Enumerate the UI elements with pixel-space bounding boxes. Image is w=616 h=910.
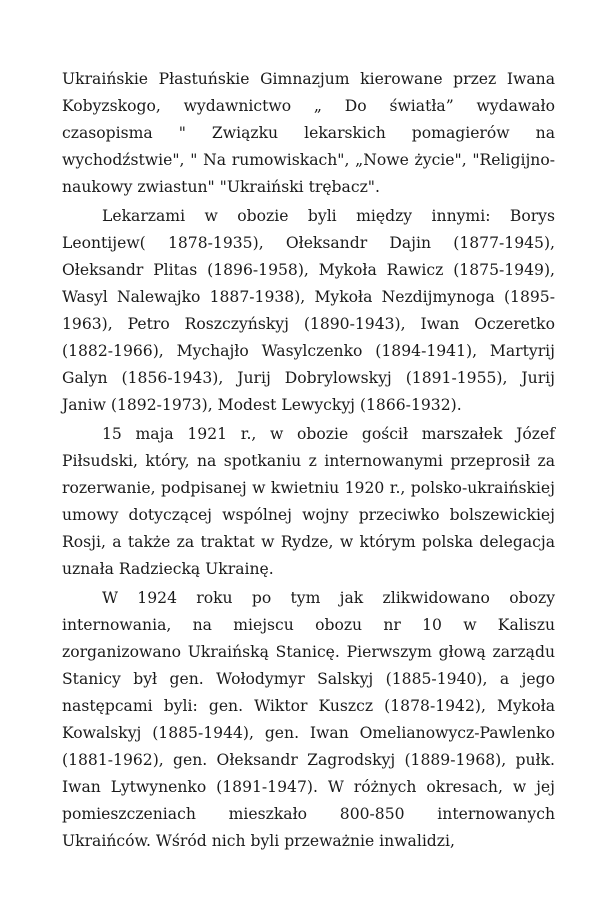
paragraph-gymnasium-publications: Ukraińskie Płastuńskie Gimnazjum kierowane przez Iwana Kobyzskogo, wydawnictwo „ Do światła” wydawało czasopisma " Związku lekarskich pomagierów na wychodźstwie", " Na rumowiskach", „Nowe życie", "Religijno-naukowy zwiastun" "Ukraiński trębacz". — [62, 70, 555, 196]
paragraph-ukrainian-stanica: W 1924 roku po tym jak zlikwidowano obozy internowania, na miejscu obozu nr 10 w Kaliszu zorganizowano Ukraińską Stanicę. Pierwszym głową zarządu Stanicy był gen. Wołodymyr Salskyj (1885-1940), a jego następcami byli: gen. Wiktor Kuszcz (1878-1942), Mykoła Kowalskyj (1885-1944), gen. Iwan Omelianowycz-Pawlenko (1881-1962), gen. Ołeksandr Zagrodskyj (1889-1968), pułk. Iwan Lytwynenko (1891-1947). W różnych okresach, w jej pomieszczeniach mieszkało 800-850 internowanych Ukraińców. Wśród nich byli przeważnie inwalidzi, — [62, 589, 555, 850]
document-body — [62, 66, 555, 857]
paragraph-pilsudski-visit: 15 maja 1921 r., w obozie gościł marszałek Józef Piłsudski, który, na spotkaniu z internowanymi przeprosił za rozerwanie, podpisanej w kwietniu 1920 r., polsko-ukraińskiej umowy dotyczącej wspólnej wojny przeciwko bolszewickiej Rosji, a także za traktat w Rydze, w którym polska delegacja uznała Radziecką Ukrainę. — [62, 425, 555, 578]
paragraph-camp-doctors: Lekarzami w obozie byli między innymi: Borys Leontijew( 1878-1935), Ołeksandr Dajin (1877-1945), Ołeksandr Plitas (1896-1958), Mykoła Rawicz (1875-1949), Wasyl Nalewajko 1887-1938), Mykoła Nezdijmynoga (1895-1963), Petro Roszczyńskyj (1890-1943), Iwan Oczeretko (1882-1966), Mychajło Wasylczenko (1894-1941), Martyrij Galyn (1856-1943), Jurij Dobrylowskyj (1891-1955), Jurij Janiw (1892-1973), Modest Lewyckyj (1866-1932). — [62, 207, 555, 414]
